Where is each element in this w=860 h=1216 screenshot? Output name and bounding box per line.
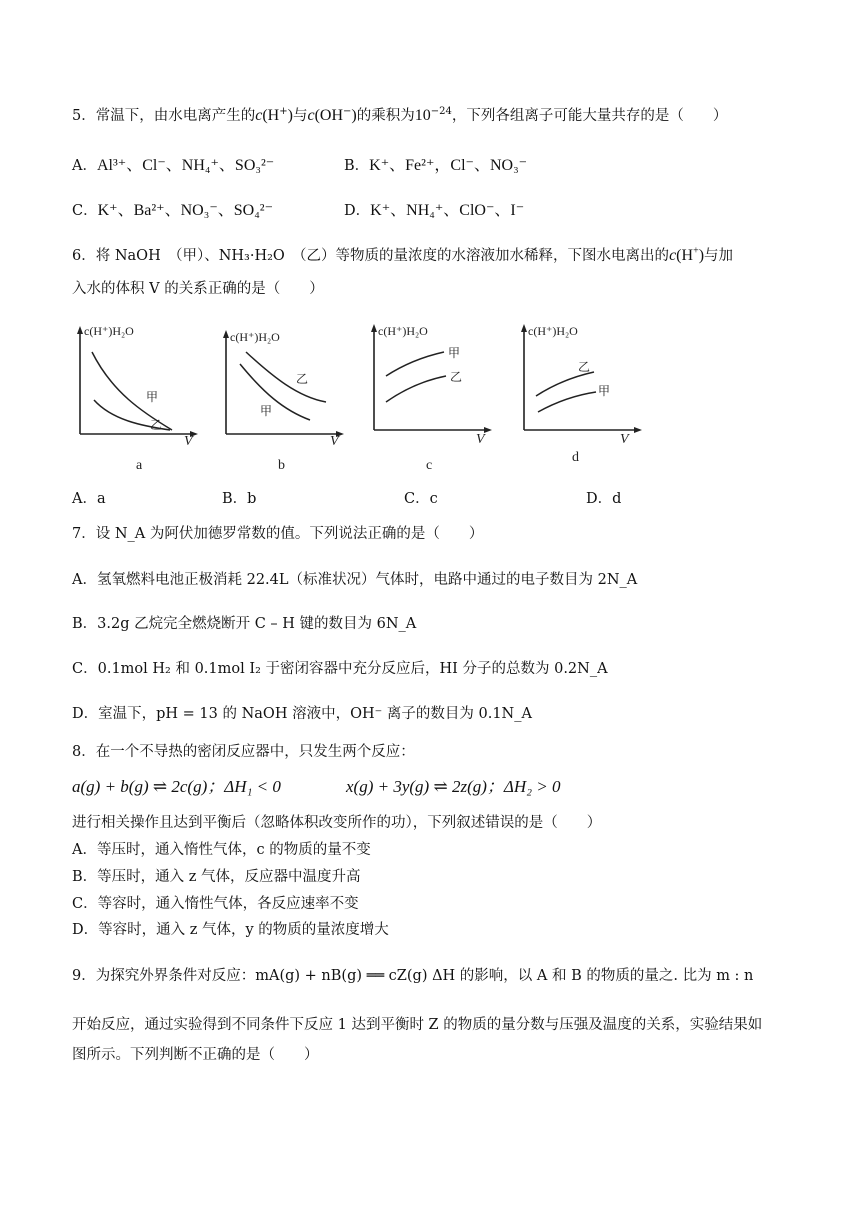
- graph-c: [366, 318, 496, 473]
- q8-option-b: B．等压时，通入 z 气体，反应器中温度升高: [72, 869, 361, 885]
- q8-stem-2: 进行相关操作且达到平衡后（忽略体积改变所作的功），下列叙述错误的是（ ）: [72, 815, 602, 831]
- graph-b-curve-yi: 乙: [296, 372, 309, 386]
- q6-option-a: A．a: [72, 491, 106, 507]
- graph-a-caption: a: [136, 458, 143, 473]
- q6-option-b: B．b: [222, 491, 257, 507]
- graph-d-caption: d: [572, 450, 579, 465]
- graph-b-caption: b: [278, 458, 285, 473]
- q8-option-d: D．等容时，通入 z 气体，y 的物质的量浓度增大: [72, 922, 389, 938]
- graph-a-ylabel: c(H⁺)H₂O: [84, 324, 134, 338]
- q8-reaction-2: x(g) + 3y(g) ⇌ 2z(g)；ΔH₂ > 0: [346, 777, 561, 796]
- q8-option-a: A．等压时，通入惰性气体，c 的物质的量不变: [72, 842, 371, 858]
- q7-option-b: B．3.2g 乙烷完全燃烧断开 C – H 键的数目为 6N_A: [72, 616, 417, 632]
- q9-stem-line1: 9．为探究外界条件对反应：mA(g) + nB(g) ══ cZ(g) ΔH 的影响，以 A 和 B 的物质的量之. 比为 m : n: [72, 968, 754, 984]
- q7-stem: 7．设 N_A 为阿伏加德罗常数的值。下列说法正确的是（ ）: [72, 526, 484, 542]
- q8-reaction-1: a(g) + b(g) ⇌ 2c(g)；ΔH₁ < 0: [72, 777, 281, 796]
- graph-c-caption: c: [426, 458, 433, 473]
- graph-d-curve-jia: 甲: [598, 384, 611, 398]
- graph-b: [218, 322, 348, 473]
- graph-c-ylabel: c(H⁺)H₂O: [378, 324, 428, 338]
- graph-a-curve-jia: 甲: [146, 390, 159, 404]
- q6-option-d: D．d: [586, 491, 622, 507]
- q6-stem-line2: 入水的体积 V 的关系正确的是（ ）: [72, 281, 324, 297]
- graph-d-curve-yi: 乙: [578, 360, 591, 374]
- q5-option-b: B．K⁺、Fe²⁺，Cl⁻、NO₃⁻: [344, 157, 528, 174]
- graph-b-curve-jia: 甲: [260, 404, 273, 418]
- graph-c-curve-jia: 甲: [448, 346, 461, 360]
- graph-b-xlabel: V: [330, 434, 339, 449]
- graph-a-curve-yi: 乙: [150, 418, 163, 432]
- q7-option-a: A．氢氧燃料电池正极消耗 22.4L（标准状况）气体时，电路中通过的电子数目为 2N_A: [72, 572, 638, 588]
- q9-stem-line2: 开始反应，通过实验得到不同条件下反应 1 达到平衡时 Z 的物质的量分数与压强及温度的关系，实验结果如: [72, 1017, 763, 1033]
- q5-option-d: D．K⁺、NH₄⁺、ClO⁻、I⁻: [344, 202, 525, 219]
- q5-stem: 5．常温下，由水电离产生的c(H+)与c(OH−)的乘积为$10^{-24}$，下列各组离子可能大量共存的是（ ）: [72, 106, 728, 124]
- q5-option-c: C．K⁺、Ba²⁺、NO₃⁻、SO₄²⁻: [72, 202, 274, 219]
- graph-d-xlabel: V: [620, 432, 629, 447]
- q7-option-c: C．0.1mol H₂ 和 0.1mol I₂ 于密闭容器中充分反应后，HI 分子的总数为 0.2N_A: [72, 661, 608, 677]
- q9-stem-line3: 图所示。下列判断不正确的是（ ）: [72, 1047, 319, 1063]
- q8-stem: 8．在一个不导热的密闭反应器中，只发生两个反应：: [72, 744, 415, 760]
- graph-a-xlabel: V: [184, 434, 193, 449]
- graph-c-xlabel: V: [476, 432, 485, 447]
- q6-option-c: C．c: [404, 491, 438, 507]
- q8-option-c: C．等容时，通入惰性气体，各反应速率不变: [72, 896, 359, 912]
- graph-d-ylabel: c(H⁺)H₂O: [528, 324, 578, 338]
- q7-option-d: D．室温下，pH = 13 的 NaOH 溶液中，OH⁻ 离子的数目为 0.1N_A: [72, 706, 532, 722]
- q6-stem-line1: 6．将 NaOH （甲）、NH₃·H₂O （乙）等物质的量浓度的水溶液加水稀释，下图水电离出的c(H+)与加: [72, 245, 734, 264]
- graph-a: [72, 322, 202, 473]
- graph-b-ylabel: c(H⁺)H₂O: [230, 330, 280, 344]
- graph-d: [516, 318, 646, 465]
- q5-option-a: A．Al³⁺、Cl⁻、NH₄⁺、SO₃²⁻: [72, 157, 275, 174]
- graph-c-curve-yi: 乙: [450, 370, 463, 384]
